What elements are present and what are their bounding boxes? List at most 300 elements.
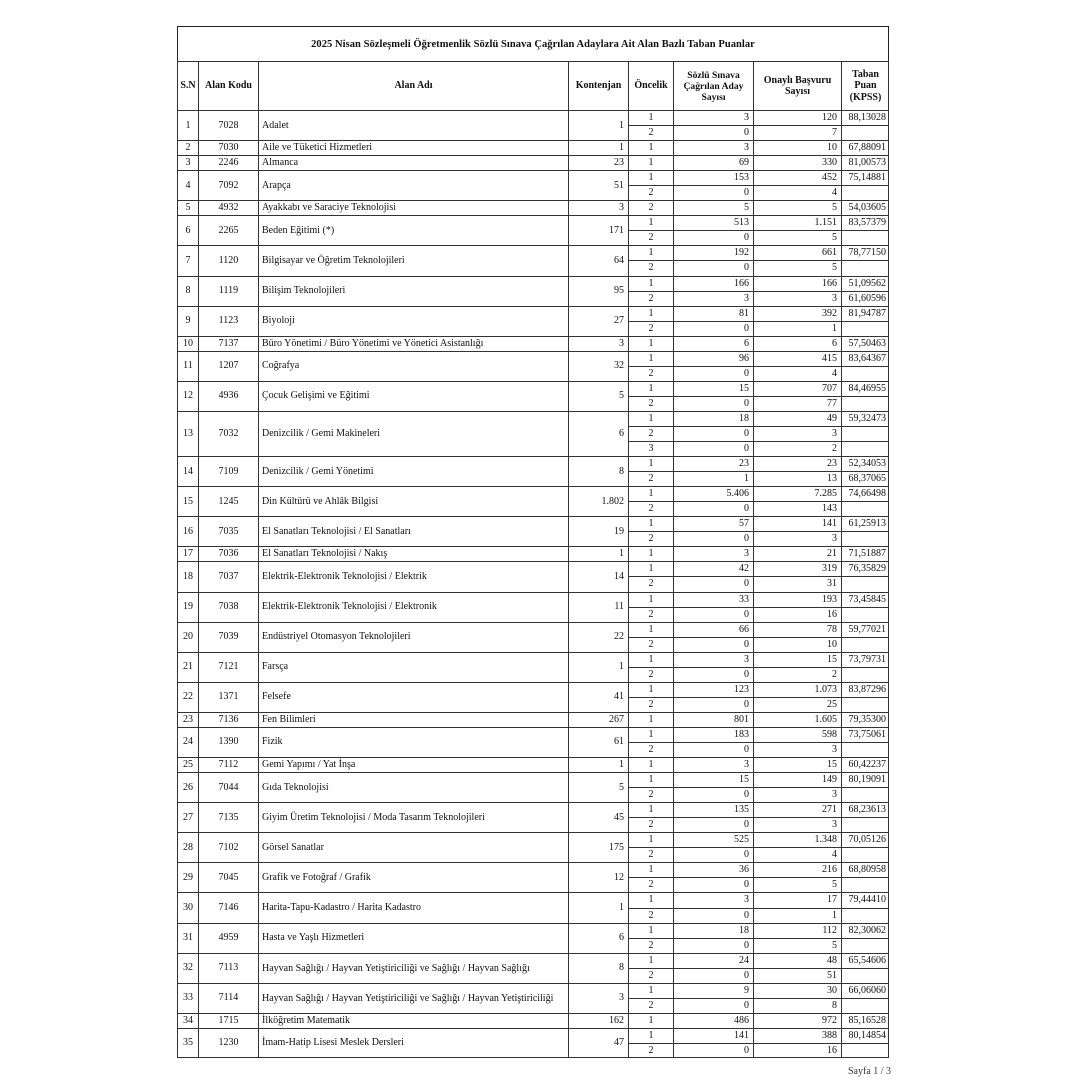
row-taban-puan: 71,51887 [841,546,889,561]
row-alan-adi: Adalet [258,110,568,140]
row-sn: 22 [177,682,198,712]
row-sn: 18 [177,561,198,591]
row-taban-puan: 59,77021 [841,622,889,637]
row-onayli-basvuru: 5 [753,938,841,953]
row-oncelik: 2 [628,185,673,200]
row-kontenjan: 14 [568,561,628,591]
row-onayli-basvuru: 120 [753,110,841,125]
row-alan-kodu: 7036 [198,546,258,561]
row-kontenjan: 1 [568,757,628,772]
row-alan-kodu: 1390 [198,727,258,757]
row-oncelik: 2 [628,697,673,712]
row-sozlu-aday: 66 [673,622,753,637]
row-onayli-basvuru: 1.073 [753,682,841,697]
row-taban-puan [841,125,889,140]
row-alan-adi: Grafik ve Fotoğraf / Grafik [258,862,568,892]
row-oncelik: 1 [628,682,673,697]
row-taban-puan: 66,06060 [841,983,889,998]
row-sn: 11 [177,351,198,381]
row-sn: 30 [177,892,198,922]
row-kontenjan: 32 [568,351,628,381]
row-sozlu-aday: 69 [673,155,753,170]
row-taban-puan [841,667,889,682]
row-onayli-basvuru: 48 [753,953,841,968]
row-taban-puan: 54,03605 [841,200,889,215]
row-sozlu-aday: 9 [673,983,753,998]
row-alan-adi: Gıda Teknolojisi [258,772,568,802]
row-sozlu-aday: 24 [673,953,753,968]
row-kontenjan: 175 [568,832,628,862]
row-onayli-basvuru: 16 [753,607,841,622]
row-oncelik: 2 [628,125,673,140]
row-oncelik: 1 [628,953,673,968]
row-alan-adi: Büro Yönetimi / Büro Yönetimi ve Yönetici Asistanlığı [258,336,568,351]
row-alan-kodu: 2265 [198,215,258,245]
row-sozlu-aday: 0 [673,908,753,923]
row-oncelik: 1 [628,486,673,501]
row-alan-adi: Arapça [258,170,568,200]
row-oncelik: 2 [628,471,673,486]
row-kontenjan: 64 [568,245,628,275]
row-onayli-basvuru: 388 [753,1028,841,1043]
row-alan-kodu: 7113 [198,953,258,983]
row-sn: 17 [177,546,198,561]
row-sozlu-aday: 0 [673,637,753,652]
row-sozlu-aday: 0 [673,501,753,516]
row-oncelik: 2 [628,847,673,862]
row-oncelik: 1 [628,336,673,351]
row-onayli-basvuru: 4 [753,366,841,381]
row-onayli-basvuru: 319 [753,561,841,576]
row-kontenjan: 8 [568,456,628,486]
row-taban-puan: 73,45845 [841,592,889,607]
row-onayli-basvuru: 15 [753,757,841,772]
row-sozlu-aday: 96 [673,351,753,366]
row-taban-puan: 73,75061 [841,727,889,742]
row-alan-kodu: 1207 [198,351,258,381]
row-sn: 20 [177,622,198,652]
row-sozlu-aday: 525 [673,832,753,847]
row-oncelik: 2 [628,998,673,1013]
row-onayli-basvuru: 3 [753,787,841,802]
row-alan-adi: Elektrik-Elektronik Teknolojisi / Elektronik [258,592,568,622]
row-oncelik: 2 [628,501,673,516]
row-alan-adi: El Sanatları Teknolojisi / El Sanatları [258,516,568,546]
row-sozlu-aday: 0 [673,366,753,381]
row-sn: 12 [177,381,198,411]
row-sozlu-aday: 3 [673,110,753,125]
row-onayli-basvuru: 5 [753,260,841,275]
row-onayli-basvuru: 216 [753,862,841,877]
row-oncelik: 1 [628,215,673,230]
row-oncelik: 1 [628,592,673,607]
row-taban-puan [841,185,889,200]
row-kontenjan: 8 [568,953,628,983]
row-alan-adi: Din Kültürü ve Ahlâk Bilgisi [258,486,568,516]
row-sozlu-aday: 0 [673,968,753,983]
row-taban-puan: 75,14881 [841,170,889,185]
row-sozlu-aday: 18 [673,923,753,938]
row-oncelik: 2 [628,200,673,215]
row-taban-puan [841,441,889,456]
row-alan-kodu: 7028 [198,110,258,140]
row-taban-puan: 61,25913 [841,516,889,531]
row-onayli-basvuru: 30 [753,983,841,998]
row-kontenjan: 1 [568,110,628,140]
row-alan-adi: Biyoloji [258,306,568,336]
row-sozlu-aday: 183 [673,727,753,742]
row-sozlu-aday: 5 [673,200,753,215]
row-alan-adi: El Sanatları Teknolojisi / Nakış [258,546,568,561]
row-alan-adi: Hasta ve Yaşlı Hizmetleri [258,923,568,953]
row-kontenjan: 162 [568,1013,628,1028]
row-sn: 2 [177,140,198,155]
header-onayli-basvuru: Onaylı Başvuru Sayısı [753,61,841,110]
row-taban-puan [841,908,889,923]
row-taban-puan [841,938,889,953]
row-taban-puan: 76,35829 [841,561,889,576]
row-taban-puan: 68,80958 [841,862,889,877]
row-alan-adi: Beden Eğitimi (*) [258,215,568,245]
row-alan-adi: Farsça [258,652,568,682]
row-sn: 26 [177,772,198,802]
row-kontenjan: 61 [568,727,628,757]
row-oncelik: 1 [628,546,673,561]
row-sozlu-aday: 3 [673,291,753,306]
header-oncelik: Öncelik [628,61,673,110]
row-taban-puan: 67,88091 [841,140,889,155]
row-taban-puan [841,576,889,591]
row-taban-puan [841,321,889,336]
row-oncelik: 1 [628,1013,673,1028]
row-alan-adi: Giyim Üretim Teknolojisi / Moda Tasarım Teknolojileri [258,802,568,832]
row-alan-kodu: 1120 [198,245,258,275]
row-alan-adi: Çocuk Gelişimi ve Eğitimi [258,381,568,411]
row-alan-adi: Görsel Sanatlar [258,832,568,862]
row-taban-puan: 83,57379 [841,215,889,230]
row-onayli-basvuru: 3 [753,531,841,546]
row-taban-puan [841,501,889,516]
row-onayli-basvuru: 4 [753,847,841,862]
row-oncelik: 2 [628,366,673,381]
row-alan-adi: Fen Bilimleri [258,712,568,727]
row-kontenjan: 51 [568,170,628,200]
row-onayli-basvuru: 5 [753,877,841,892]
row-alan-kodu: 7146 [198,892,258,922]
row-alan-adi: Bilgisayar ve Öğretim Teknolojileri [258,245,568,275]
row-sozlu-aday: 0 [673,531,753,546]
row-oncelik: 1 [628,652,673,667]
row-taban-puan [841,817,889,832]
table-title-box [177,26,889,61]
row-alan-kodu: 7030 [198,140,258,155]
row-onayli-basvuru: 1.605 [753,712,841,727]
row-sozlu-aday: 0 [673,185,753,200]
row-oncelik: 1 [628,155,673,170]
row-alan-kodu: 7092 [198,170,258,200]
row-sn: 35 [177,1028,198,1058]
row-alan-kodu: 7109 [198,456,258,486]
row-onayli-basvuru: 143 [753,501,841,516]
row-sozlu-aday: 3 [673,140,753,155]
row-alan-kodu: 7039 [198,622,258,652]
row-alan-adi: Denizcilik / Gemi Yönetimi [258,456,568,486]
row-alan-kodu: 4932 [198,200,258,215]
row-onayli-basvuru: 1.151 [753,215,841,230]
row-onayli-basvuru: 2 [753,441,841,456]
row-alan-kodu: 4936 [198,381,258,411]
row-onayli-basvuru: 23 [753,456,841,471]
row-oncelik: 2 [628,1043,673,1058]
row-sn: 28 [177,832,198,862]
row-onayli-basvuru: 112 [753,923,841,938]
row-taban-puan: 84,46955 [841,381,889,396]
row-alan-adi: Aile ve Tüketici Hizmetleri [258,140,568,155]
row-taban-puan: 68,37065 [841,471,889,486]
row-sozlu-aday: 6 [673,336,753,351]
row-oncelik: 1 [628,170,673,185]
row-oncelik: 3 [628,441,673,456]
row-taban-puan [841,847,889,862]
row-alan-adi: Fizik [258,727,568,757]
row-onayli-basvuru: 21 [753,546,841,561]
row-oncelik: 1 [628,245,673,260]
row-kontenjan: 3 [568,336,628,351]
row-alan-adi: Almanca [258,155,568,170]
row-taban-puan [841,531,889,546]
row-onayli-basvuru: 10 [753,637,841,652]
row-onayli-basvuru: 452 [753,170,841,185]
row-taban-puan: 81,94787 [841,306,889,321]
row-taban-puan: 52,34053 [841,456,889,471]
row-sn: 14 [177,456,198,486]
row-taban-puan: 79,44410 [841,892,889,907]
row-onayli-basvuru: 1 [753,908,841,923]
row-sozlu-aday: 15 [673,772,753,787]
row-sozlu-aday: 0 [673,576,753,591]
row-onayli-basvuru: 415 [753,351,841,366]
row-alan-kodu: 7037 [198,561,258,591]
row-taban-puan: 80,19091 [841,772,889,787]
row-sozlu-aday: 513 [673,215,753,230]
row-sozlu-aday: 0 [673,230,753,245]
row-oncelik: 1 [628,351,673,366]
row-sn: 21 [177,652,198,682]
row-sn: 13 [177,411,198,456]
row-onayli-basvuru: 8 [753,998,841,1013]
row-oncelik: 2 [628,531,673,546]
row-oncelik: 2 [628,260,673,275]
row-alan-kodu: 7035 [198,516,258,546]
row-sozlu-aday: 801 [673,712,753,727]
row-taban-puan [841,366,889,381]
row-onayli-basvuru: 77 [753,396,841,411]
row-sozlu-aday: 0 [673,998,753,1013]
row-oncelik: 2 [628,877,673,892]
row-sn: 33 [177,983,198,1013]
row-onayli-basvuru: 5 [753,200,841,215]
row-kontenjan: 1 [568,892,628,922]
row-taban-puan [841,877,889,892]
row-taban-puan: 57,50463 [841,336,889,351]
row-kontenjan: 19 [568,516,628,546]
row-sn: 6 [177,215,198,245]
row-alan-adi: Hayvan Sağlığı / Hayvan Yetiştiriciliği ve Sağlığı / Hayvan Yetiştiriciliği [258,983,568,1013]
row-alan-adi: Bilişim Teknolojileri [258,276,568,306]
row-sozlu-aday: 3 [673,757,753,772]
row-sn: 23 [177,712,198,727]
row-onayli-basvuru: 661 [753,245,841,260]
row-oncelik: 2 [628,291,673,306]
row-kontenjan: 27 [568,306,628,336]
table-title: 2025 Nisan Sözleşmeli Öğretmenlik Sözlü Sınava Çağrılan Adaylara Ait Alan Bazlı Taban Puanlar [311,38,755,50]
row-sozlu-aday: 0 [673,697,753,712]
row-onayli-basvuru: 25 [753,697,841,712]
row-sozlu-aday: 0 [673,817,753,832]
row-onayli-basvuru: 51 [753,968,841,983]
row-taban-puan: 51,09562 [841,276,889,291]
row-onayli-basvuru: 193 [753,592,841,607]
row-oncelik: 1 [628,802,673,817]
row-sozlu-aday: 3 [673,546,753,561]
row-kontenjan: 45 [568,802,628,832]
row-kontenjan: 6 [568,411,628,456]
row-onayli-basvuru: 6 [753,336,841,351]
row-onayli-basvuru: 149 [753,772,841,787]
page-number: Sayfa 1 / 3 [848,1066,892,1077]
row-taban-puan: 74,66498 [841,486,889,501]
row-alan-kodu: 2246 [198,155,258,170]
row-kontenjan: 41 [568,682,628,712]
row-kontenjan: 22 [568,622,628,652]
row-taban-puan [841,1043,889,1058]
row-kontenjan: 23 [568,155,628,170]
row-oncelik: 1 [628,306,673,321]
row-sozlu-aday: 5.406 [673,486,753,501]
row-oncelik: 1 [628,622,673,637]
header-alan-kodu: Alan Kodu [198,61,258,110]
row-taban-puan [841,998,889,1013]
row-sozlu-aday: 0 [673,426,753,441]
row-oncelik: 2 [628,787,673,802]
row-onayli-basvuru: 1.348 [753,832,841,847]
row-kontenjan: 5 [568,381,628,411]
row-sozlu-aday: 192 [673,245,753,260]
row-onayli-basvuru: 49 [753,411,841,426]
row-taban-puan [841,787,889,802]
row-onayli-basvuru: 3 [753,426,841,441]
row-onayli-basvuru: 707 [753,381,841,396]
row-sn: 29 [177,862,198,892]
row-sozlu-aday: 0 [673,787,753,802]
row-sozlu-aday: 23 [673,456,753,471]
row-onayli-basvuru: 271 [753,802,841,817]
row-oncelik: 1 [628,110,673,125]
row-oncelik: 1 [628,983,673,998]
row-sozlu-aday: 0 [673,938,753,953]
row-kontenjan: 12 [568,862,628,892]
row-sozlu-aday: 0 [673,667,753,682]
row-taban-puan: 85,16528 [841,1013,889,1028]
row-onayli-basvuru: 4 [753,185,841,200]
row-alan-adi: Harita-Tapu-Kadastro / Harita Kadastro [258,892,568,922]
row-sozlu-aday: 42 [673,561,753,576]
row-sn: 7 [177,245,198,275]
row-onayli-basvuru: 31 [753,576,841,591]
score-table [177,61,889,1058]
header-sn: S.N [177,61,198,110]
row-sozlu-aday: 36 [673,862,753,877]
row-sn: 24 [177,727,198,757]
row-sozlu-aday: 141 [673,1028,753,1043]
row-onayli-basvuru: 78 [753,622,841,637]
row-oncelik: 2 [628,426,673,441]
row-taban-puan [841,637,889,652]
row-sozlu-aday: 0 [673,607,753,622]
row-taban-puan [841,396,889,411]
row-sn: 15 [177,486,198,516]
row-sn: 27 [177,802,198,832]
row-alan-kodu: 7135 [198,802,258,832]
row-taban-puan: 79,35300 [841,712,889,727]
row-alan-kodu: 7032 [198,411,258,456]
row-alan-kodu: 1245 [198,486,258,516]
score-table-sheet [177,26,889,1058]
row-onayli-basvuru: 17 [753,892,841,907]
row-oncelik: 1 [628,1028,673,1043]
row-alan-kodu: 7038 [198,592,258,622]
row-oncelik: 2 [628,607,673,622]
row-oncelik: 2 [628,321,673,336]
row-alan-adi: İmam-Hatip Lisesi Meslek Dersleri [258,1028,568,1058]
row-alan-adi: Endüstriyel Otomasyon Teknolojileri [258,622,568,652]
row-onayli-basvuru: 330 [753,155,841,170]
row-taban-puan: 83,64367 [841,351,889,366]
row-alan-adi: Ayakkabı ve Saraciye Teknolojisi [258,200,568,215]
row-taban-puan: 88,13028 [841,110,889,125]
row-onayli-basvuru: 598 [753,727,841,742]
row-oncelik: 2 [628,576,673,591]
row-sozlu-aday: 81 [673,306,753,321]
row-oncelik: 1 [628,757,673,772]
row-taban-puan [841,968,889,983]
header-kontenjan: Kontenjan [568,61,628,110]
row-oncelik: 2 [628,817,673,832]
row-taban-puan [841,260,889,275]
row-taban-puan [841,230,889,245]
row-alan-kodu: 7136 [198,712,258,727]
row-taban-puan: 78,77150 [841,245,889,260]
row-alan-adi: Gemi Yapımı / Yat İnşa [258,757,568,772]
row-sn: 4 [177,170,198,200]
row-taban-puan: 70,05126 [841,832,889,847]
row-sozlu-aday: 1 [673,471,753,486]
row-onayli-basvuru: 7.285 [753,486,841,501]
row-sn: 5 [177,200,198,215]
row-taban-puan [841,742,889,757]
row-onayli-basvuru: 3 [753,742,841,757]
row-sn: 25 [177,757,198,772]
row-oncelik: 1 [628,456,673,471]
row-onayli-basvuru: 10 [753,140,841,155]
row-taban-puan [841,697,889,712]
row-kontenjan: 11 [568,592,628,622]
row-oncelik: 2 [628,908,673,923]
row-alan-kodu: 1123 [198,306,258,336]
row-oncelik: 1 [628,923,673,938]
row-onayli-basvuru: 2 [753,667,841,682]
row-sozlu-aday: 0 [673,260,753,275]
